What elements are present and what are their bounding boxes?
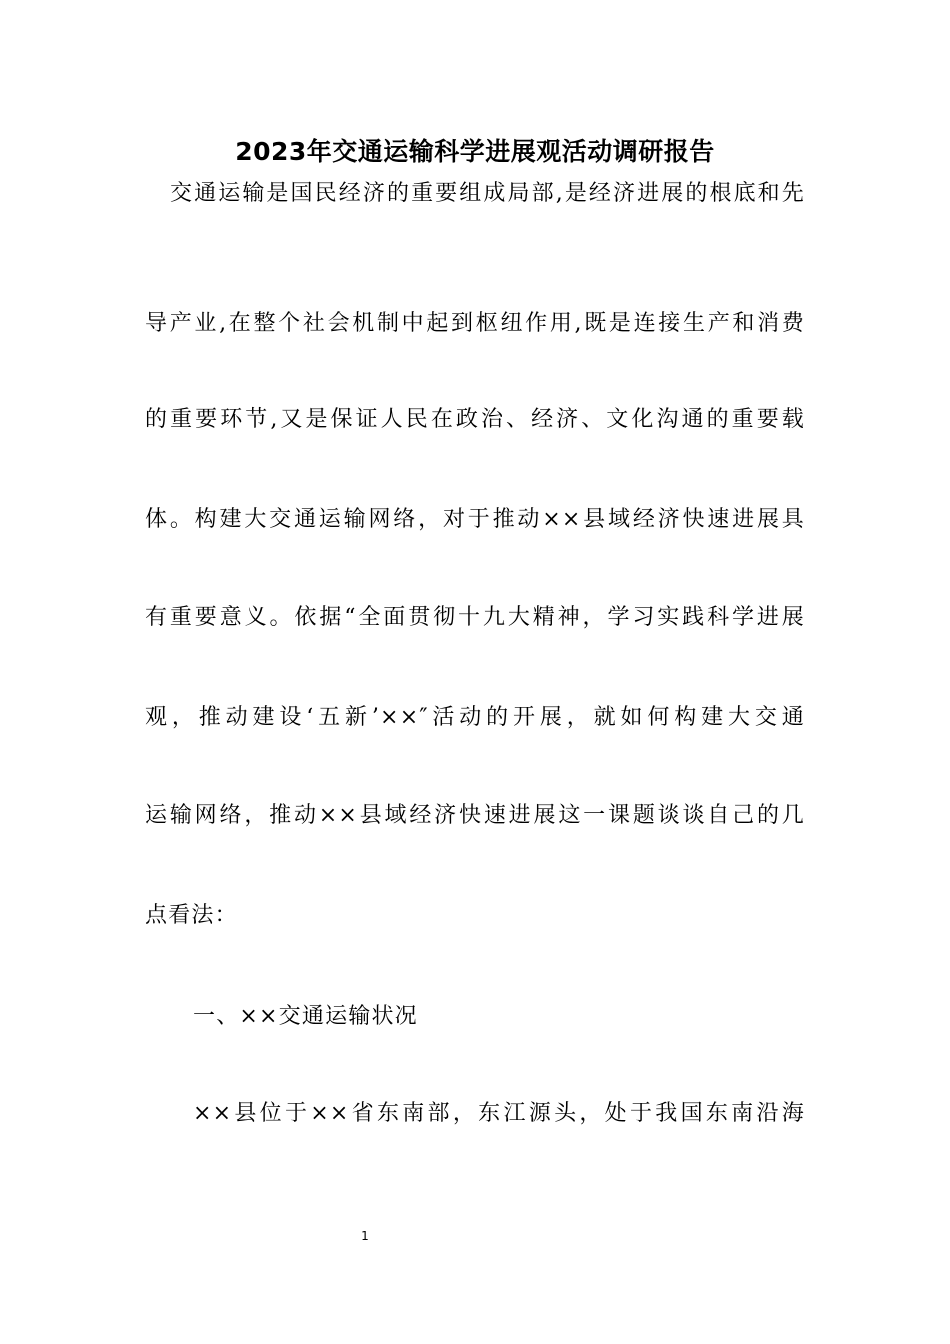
paragraph-line-4: 体。构建大交通运输网络，对于推动××县域经济快速进展具: [145, 507, 805, 532]
paragraph-line-5: 有重要意义。依据“全面贯彻十九大精神，学习实践科学进展: [145, 605, 805, 630]
page-number: 1: [361, 1229, 369, 1243]
paragraph-line-2: 导产业,在整个社会机制中起到枢纽作用,既是连接生产和消费: [145, 311, 805, 336]
document-title: 2023年交通运输科学进展观活动调研报告: [235, 137, 715, 166]
paragraph-line-6: 观，推动建设‘五新’××″活动的开展，就如何构建大交通: [145, 705, 805, 730]
paragraph-line-8: 点看法：: [145, 903, 238, 928]
paragraph-line-3: 的重要环节,又是保证人民在政治、经济、文化沟通的重要载: [145, 407, 805, 432]
paragraph-line-7: 运输网络，推动××县域经济快速进展这一课题谈谈自己的几: [145, 803, 805, 828]
section-paragraph-line-1: ××县位于××省东南部，东江源头，处于我国东南沿海: [193, 1101, 805, 1126]
section-heading: 一、××交通运输状况: [193, 1004, 418, 1029]
paragraph-line-1: 交通运输是国民经济的重要组成局部,是经济进展的根底和先: [170, 181, 805, 206]
